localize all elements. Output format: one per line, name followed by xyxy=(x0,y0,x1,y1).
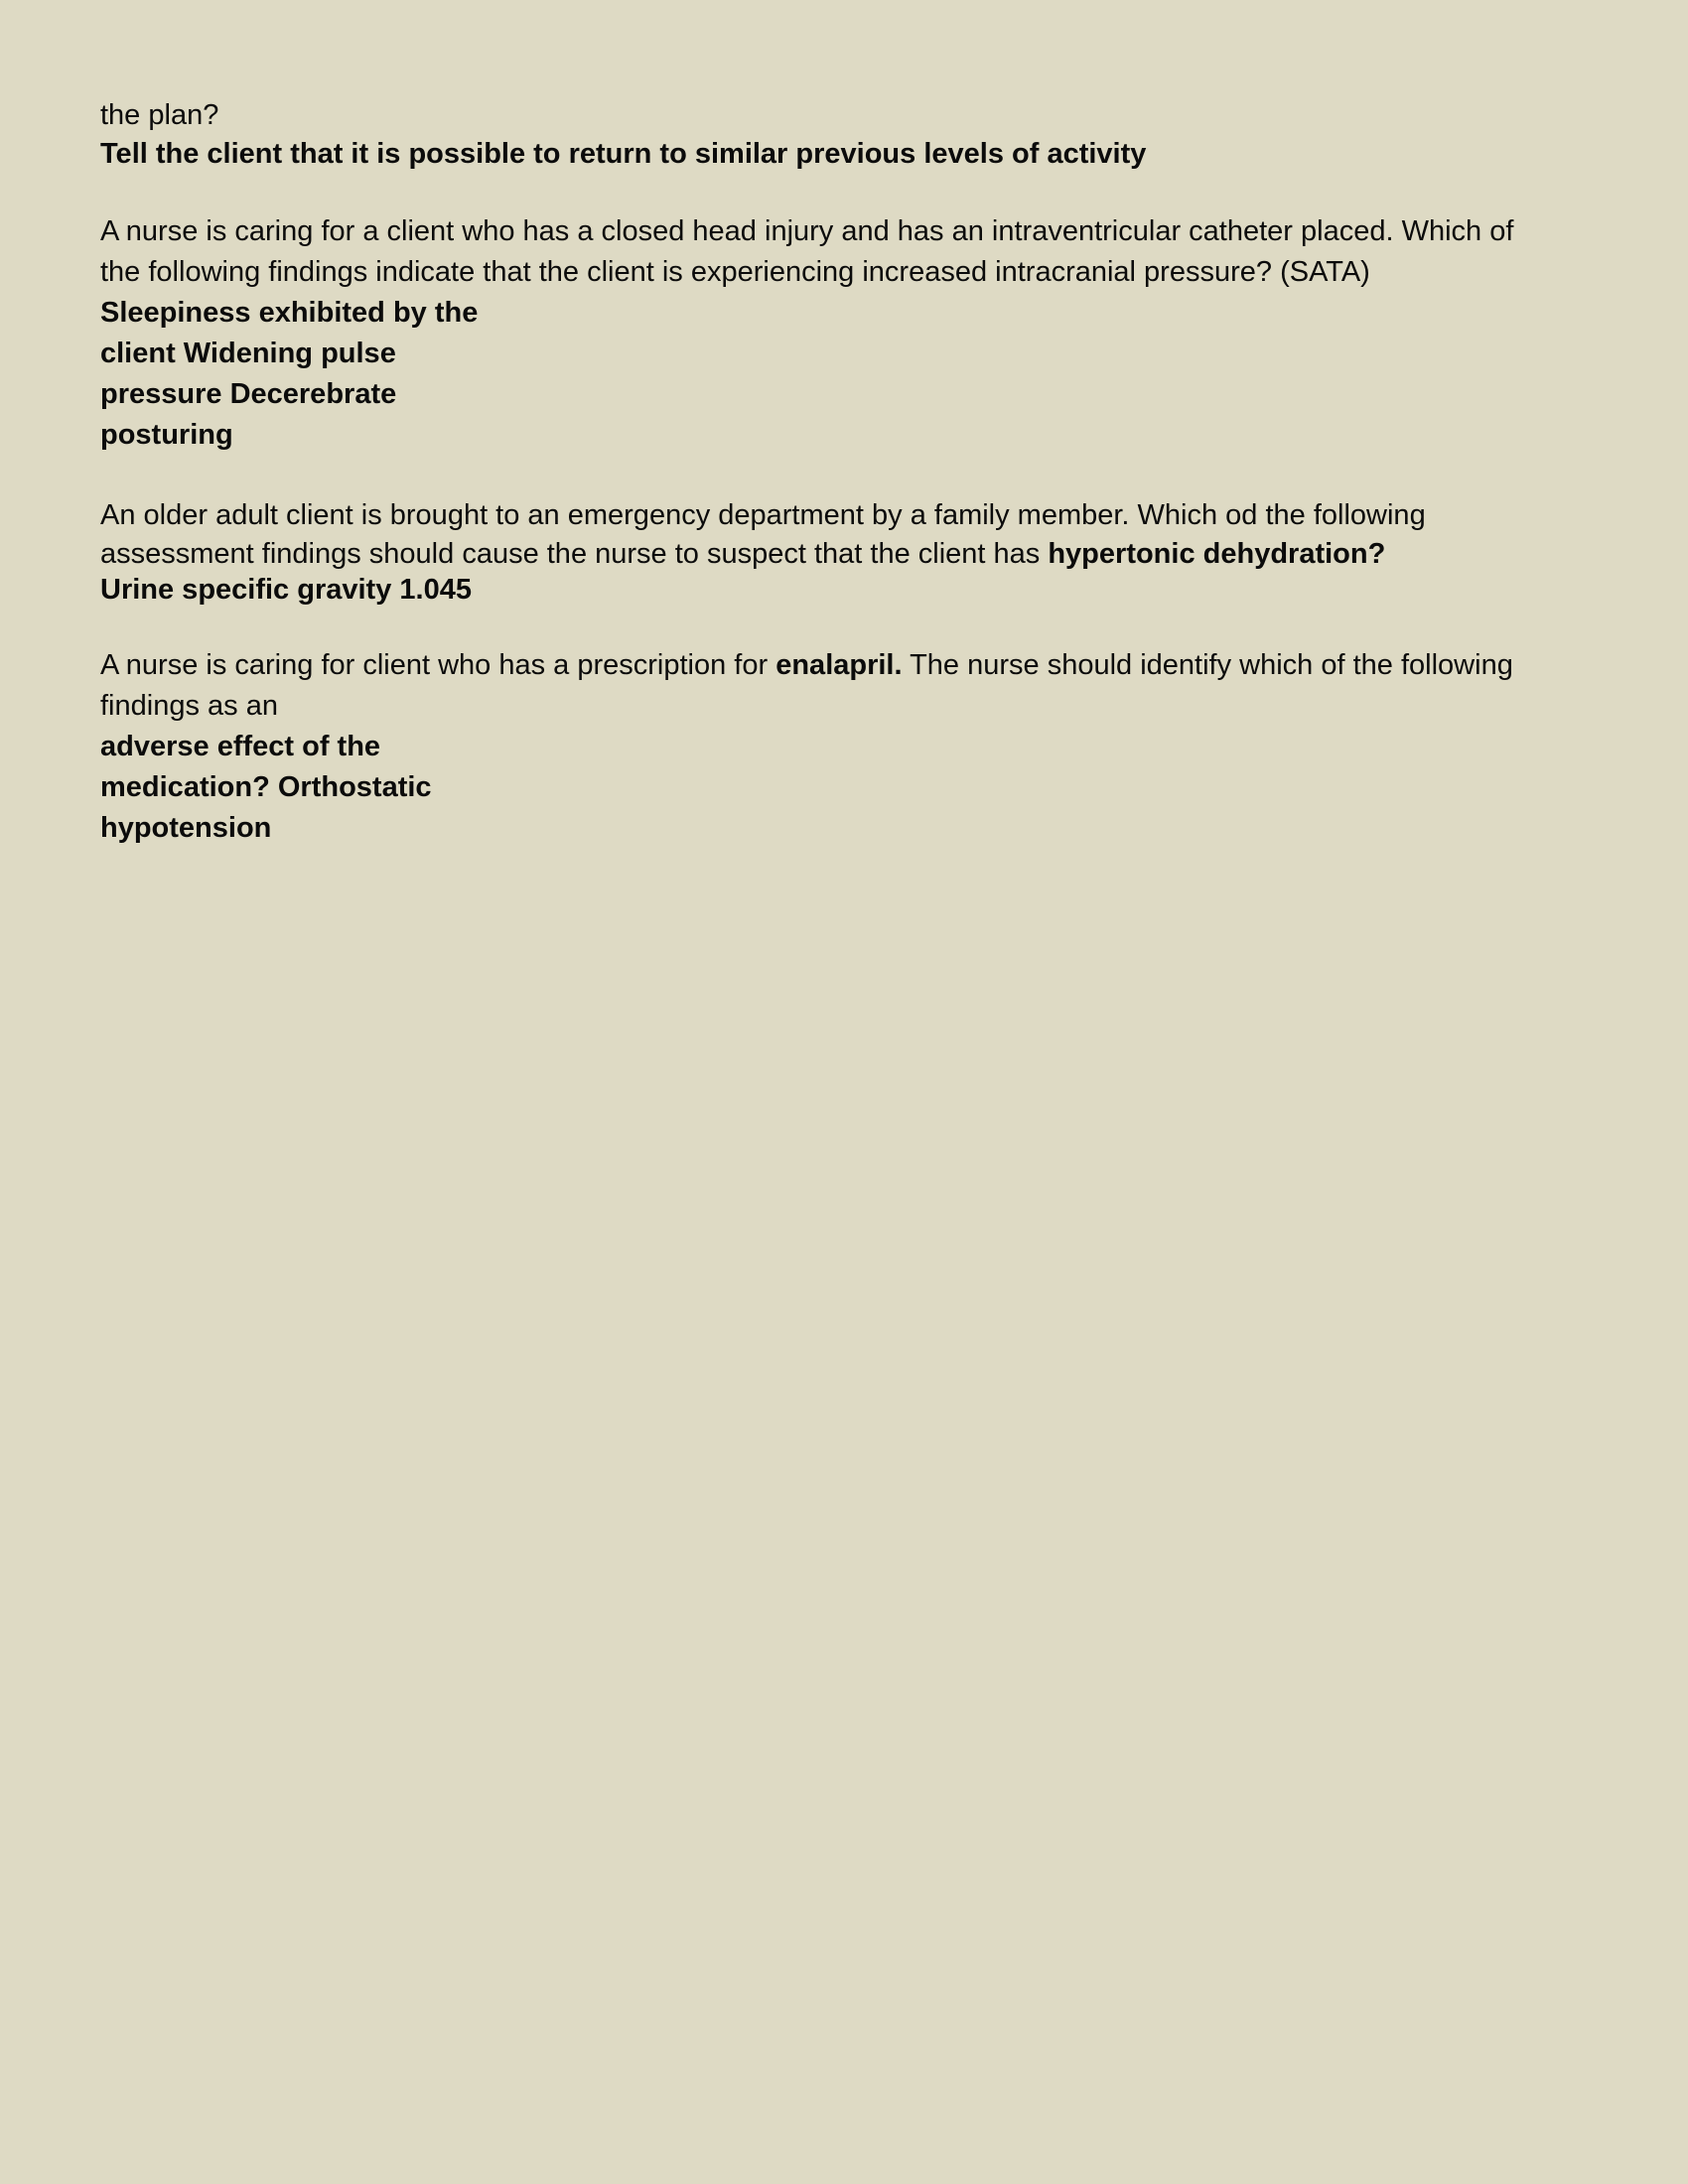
question-4-stem-text-pre: A nurse is caring for client who has a prescription for xyxy=(100,649,776,681)
question-4-answer-line-1: adverse effect of the xyxy=(100,731,381,762)
question-3-stem-emphasis: hypertonic dehydration? xyxy=(1048,538,1386,570)
question-4 xyxy=(100,645,1629,849)
question-3-answer: Urine specific gravity 1.045 xyxy=(100,574,472,606)
question-3-stem-text: assessment findings should cause the nurse to suspect that the client has xyxy=(100,538,1049,570)
question-2-stem-line-2: the following findings indicate that the client is experiencing increased intracranial pressure? (SATA) xyxy=(100,256,1370,288)
spacer xyxy=(100,608,1629,645)
question-2-answer-line-1: Sleepiness exhibited by the xyxy=(100,297,479,329)
question-4-stem-line-1 xyxy=(100,645,1629,686)
question-2-answer-line-2: client Widening pulse xyxy=(100,338,396,369)
question-4-drug-name: enalapril. xyxy=(775,649,903,681)
question-2-stem-line-1: A nurse is caring for a client who has a closed head injury and has an intraventricular catheter placed. Which of xyxy=(100,215,1514,247)
question-3-stem-line-2 xyxy=(100,536,1629,572)
question-3-stem-line-1: An older adult client is brought to an emergency department by a family member. Which od the following xyxy=(100,499,1426,531)
question-3 xyxy=(100,495,1629,608)
question-4-answer-line-3: hypotension xyxy=(100,812,272,844)
question-2-answer-line-4: posturing xyxy=(100,419,233,451)
question-2-answer-line-3: pressure Decerebrate xyxy=(100,378,397,410)
question-1-answer: Tell the client that it is possible to return to similar previous levels of activity xyxy=(100,138,1147,170)
document-page xyxy=(100,95,1629,849)
question-1-stem: the plan? xyxy=(100,99,219,131)
question-4-stem-text-post: The nurse should identify which of the following xyxy=(902,649,1513,681)
question-1 xyxy=(100,95,1629,172)
spacer xyxy=(100,172,1629,211)
spacer xyxy=(100,456,1629,495)
question-2 xyxy=(100,211,1629,456)
question-4-stem-line-2: findings as an xyxy=(100,690,278,722)
question-4-answer-line-2: medication? Orthostatic xyxy=(100,771,432,803)
